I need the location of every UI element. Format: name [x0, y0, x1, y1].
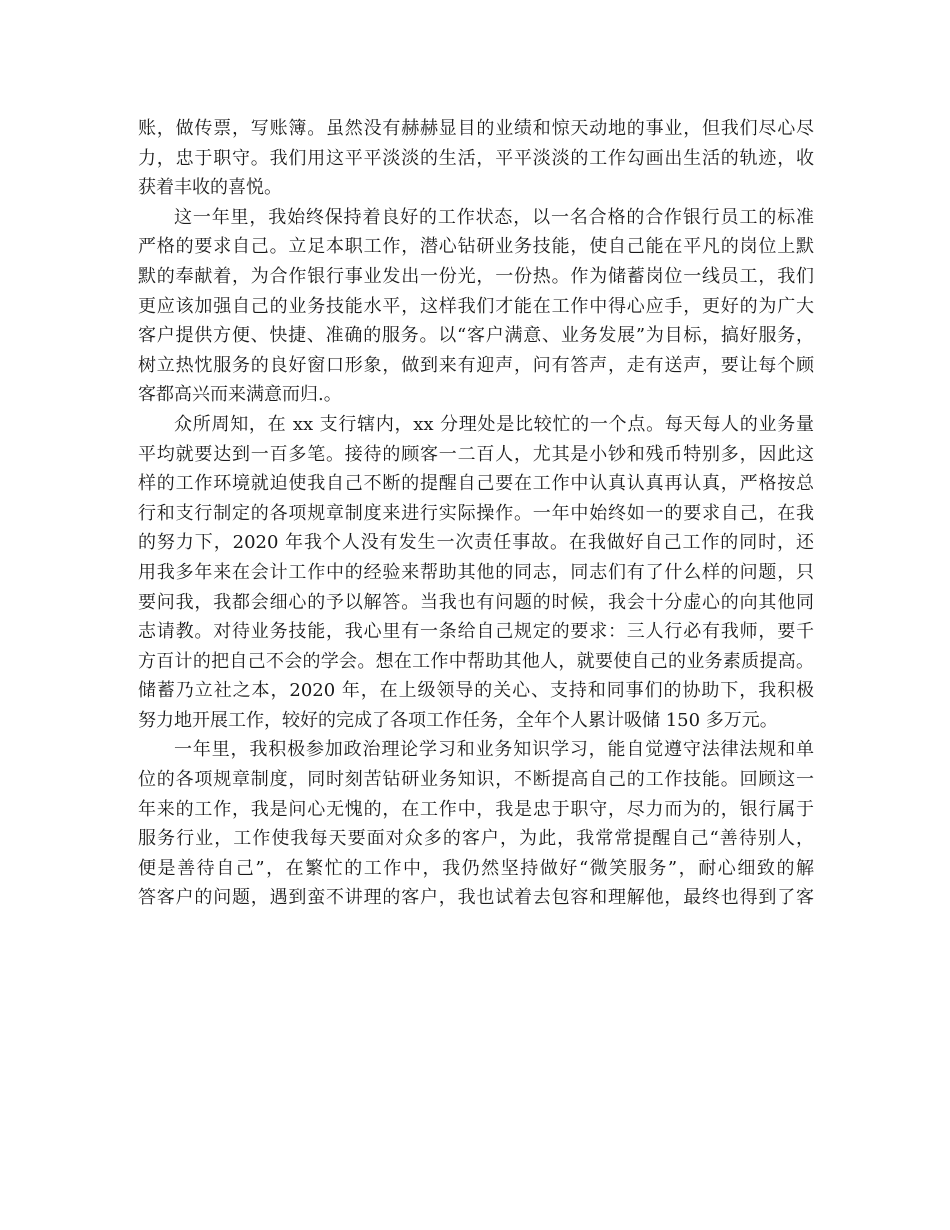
- paragraph: [138, 203, 814, 410]
- text-line: 位的各项规章制度，同时刻苦钻研业务知识，不断提高自己的工作技能。回顾这一: [138, 769, 814, 791]
- text-line: 储蓄乃立社之本，2020 年，在上级领导的关心、支持和同事们的协助下，我积极: [138, 680, 814, 702]
- document-body: [138, 114, 814, 913]
- text-line: 志请教。对待业务技能，我心里有一条给自己规定的要求：三人行必有我师，要千: [138, 621, 814, 643]
- text-line: 获着丰收的喜悦。: [138, 177, 282, 199]
- text-line: 样的工作环境就迫使我自己不断的提醒自己要在工作中认真认真再认真，严格按总: [138, 473, 814, 495]
- paragraph: [138, 735, 814, 913]
- text-line: 账，做传票，写账簿。虽然没有赫赫显目的业绩和惊天动地的事业，但我们尽心尽: [138, 118, 814, 139]
- paragraph: [138, 114, 814, 203]
- text-line: 答客户的问题，遇到蛮不讲理的客户，我也试着去包容和理解他，最终也得到了客: [138, 887, 814, 909]
- text-line: 这一年里，我始终保持着良好的工作状态，以一名合格的合作银行员工的标准: [174, 206, 814, 228]
- text-line: 的努力下，2020 年我个人没有发生一次责任事故。在我做好自己工作的同时，还: [138, 532, 814, 554]
- text-line: 默的奉献着，为合作银行事业发出一份光，一份热。作为储蓄岗位一线员工，我们: [138, 265, 814, 287]
- text-line: 努力地开展工作，较好的完成了各项工作任务，全年个人累计吸储 150 多万元。: [138, 709, 778, 731]
- text-line: 服务行业，工作使我每天要面对众多的客户，为此，我常常提醒自己“善待别人，: [138, 828, 814, 850]
- text-line: 要问我，我都会细心的予以解答。当我也有问题的时候，我会十分虚心的向其他同: [138, 591, 814, 613]
- paragraph: [138, 410, 814, 736]
- text-line: 用我多年来在会计工作中的经验来帮助其他的同志，同志们有了什么样的问题，只: [138, 561, 814, 583]
- text-line: 力，忠于职守。我们用这平平淡淡的生活，平平淡淡的工作勾画出生活的轨迹，收: [138, 147, 814, 169]
- text-line: 客户提供方便、快捷、准确的服务。以“客户满意、业务发展”为目标，搞好服务，: [138, 325, 814, 347]
- text-line: 方百计的把自己不会的学会。想在工作中帮助其他人，就要使自己的业务素质提高。: [138, 650, 814, 672]
- text-line: 树立热忱服务的良好窗口形象，做到来有迎声，问有答声，走有送声，要让每个顾: [138, 354, 814, 376]
- text-line: 年来的工作，我是问心无愧的，在工作中，我是忠于职守，尽力而为的，银行属于: [138, 798, 814, 820]
- text-line: 便是善待自己”，在繁忙的工作中，我仍然坚持做好“微笑服务”，耐心细致的解: [138, 857, 814, 879]
- text-line: 更应该加强自己的业务技能水平，这样我们才能在工作中得心应手，更好的为广大: [138, 295, 814, 317]
- text-line: 严格的要求自己。立足本职工作，潜心钻研业务技能，使自己能在平凡的岗位上默: [138, 236, 814, 258]
- text-line: 平均就要达到一百多笔。接待的顾客一二百人，尤其是小钞和残币特别多，因此这: [138, 443, 814, 465]
- text-line: 客都高兴而来满意而归.。: [138, 384, 342, 406]
- text-line: 一年里，我积极参加政治理论学习和业务知识学习，能自觉遵守法律法规和单: [174, 739, 814, 761]
- text-line: 众所周知，在 xx 支行辖内，xx 分理处是比较忙的一个点。每天每人的业务量: [174, 413, 814, 435]
- text-line: 行和支行制定的各项规章制度来进行实际操作。一年中始终如一的要求自己，在我: [138, 502, 814, 524]
